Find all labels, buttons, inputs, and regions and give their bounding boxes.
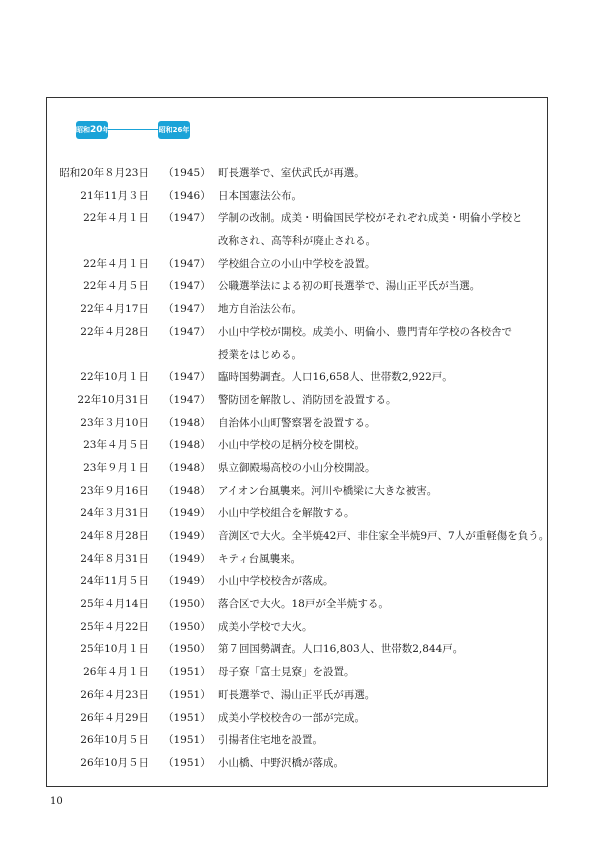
entry-year: （1951） — [163, 756, 211, 769]
entry-year: （1951） — [163, 711, 211, 724]
timeline-entry — [0, 548, 595, 571]
entry-year: （1949） — [163, 575, 211, 588]
timeline-entry — [0, 525, 595, 548]
entry-text: 第７回国勢調査。人口16,803人、世帯数2,844戸。 — [218, 643, 464, 656]
entry-text: 町長選挙で、室伏武氏が再選。 — [218, 167, 365, 179]
entry-text: 日本国憲法公布。 — [218, 189, 302, 202]
timeline-entry — [0, 366, 595, 389]
entry-year: （1950） — [163, 620, 211, 633]
timeline-entry — [0, 707, 595, 730]
timeline-entry — [0, 729, 595, 752]
entry-text: 改称され、高等科が廃止される。 — [218, 235, 377, 248]
entry-text: 県立御殿場高校の小山分校開設。 — [218, 461, 376, 474]
entry-text: 小山中学校が開校。成美小、明倫小、豊門青年学校の各校舎で — [218, 325, 512, 338]
timeline-entry — [0, 185, 595, 208]
era-end-badge: 昭和26年 — [158, 121, 190, 139]
entry-text: キティ台風襲来。 — [218, 552, 302, 565]
entry-text: 自治体小山町警察署を設置する。 — [218, 416, 376, 429]
entry-year: （1951） — [163, 688, 211, 701]
era-start-badge: 昭和20年 — [76, 121, 108, 139]
timeline — [0, 162, 595, 775]
timeline-entry — [0, 502, 595, 525]
entry-text: 音渕区で大火。全半焼42戸、非住家全半焼9戸、7人が重軽傷を負う。 — [218, 530, 550, 543]
entry-date: 26年４月１日 — [83, 666, 149, 679]
entry-text: 母子寮「富士見寮」を設置。 — [218, 666, 355, 679]
entry-date: 25年４月14日 — [80, 598, 149, 611]
era-range-line — [108, 129, 158, 130]
timeline-entry — [0, 275, 595, 298]
entry-text: 小山橋、中野沢橋が落成。 — [218, 756, 344, 769]
timeline-entry — [0, 638, 595, 661]
entry-year: （1947） — [163, 280, 211, 293]
entry-date: 24年８月31日 — [80, 552, 149, 565]
entry-date: 25年10月１日 — [80, 643, 149, 656]
entry-year: （1951） — [163, 666, 211, 679]
entry-text: 小山中学校の足柄分校を開校。 — [218, 439, 365, 452]
entry-text: 臨時国勢調査。人口16,658人、世帯数2,922戸。 — [218, 371, 453, 384]
entry-text: 学制の改制。成美・明倫国民学校がそれぞれ成美・明倫小学校と — [218, 212, 523, 225]
entry-year: （1948） — [163, 461, 211, 474]
entry-text: 町長選挙で、湯山正平氏が再選。 — [218, 688, 376, 701]
entry-date: 25年４月22日 — [80, 620, 149, 633]
timeline-entry — [0, 434, 595, 457]
entry-year: （1951） — [163, 734, 211, 747]
entry-text: 落合区で大火。18戸が全半焼する。 — [218, 598, 389, 611]
entry-year: （1947） — [163, 212, 211, 225]
timeline-entry — [0, 684, 595, 707]
entry-text: 地方自治法公布。 — [218, 303, 302, 316]
entry-text: 成美小学校校舎の一部が完成。 — [218, 711, 365, 724]
timeline-entry — [0, 389, 595, 412]
entry-year: （1945） — [163, 167, 211, 179]
entry-date: 24年11月５日 — [80, 575, 149, 588]
timeline-entry — [0, 480, 595, 503]
timeline-entry — [0, 661, 595, 684]
timeline-entry — [0, 570, 595, 593]
timeline-entry — [0, 412, 595, 435]
entry-text: 学校組合立の小山中学校を設置。 — [218, 257, 376, 270]
page-number: 10 — [50, 796, 63, 807]
timeline-entry — [0, 593, 595, 616]
entry-date: 昭和20年８月23日 — [59, 167, 149, 179]
entry-text: 引揚者住宅地を設置。 — [218, 734, 323, 747]
entry-year: （1950） — [163, 643, 211, 656]
entry-year: （1948） — [163, 484, 211, 497]
entry-date: 23年３月10日 — [80, 416, 149, 429]
entry-date: 26年10月５日 — [80, 756, 149, 769]
entry-year: （1948） — [163, 416, 211, 429]
entry-date: 24年８月28日 — [80, 530, 149, 543]
entry-date: 26年10月５日 — [80, 734, 149, 747]
entry-year: （1949） — [163, 507, 211, 520]
entry-text: 小山中学校組合を解散する。 — [218, 507, 355, 520]
entry-date: 22年４月５日 — [83, 280, 149, 293]
timeline-entry — [0, 253, 595, 276]
entry-year: （1949） — [163, 530, 211, 543]
entry-date: 24年３月31日 — [80, 507, 149, 520]
entry-date: 22年４月１日 — [83, 257, 149, 270]
entry-date: 22年10月31日 — [77, 393, 149, 406]
entry-date: 22年４月28日 — [80, 325, 149, 338]
entry-date: 22年４月１日 — [83, 212, 149, 225]
entry-year: （1947） — [163, 303, 211, 316]
entry-text: アイオン台風襲来。河川や橋梁に大きな被害。 — [218, 484, 438, 497]
entry-year: （1947） — [163, 257, 211, 270]
entry-text: 警防団を解散し、消防団を設置する。 — [218, 393, 397, 406]
entry-date: 26年４月23日 — [80, 688, 149, 701]
timeline-entry — [0, 457, 595, 480]
timeline-entry — [0, 752, 595, 775]
entry-text: 小山中学校校舎が落成。 — [218, 575, 334, 588]
entry-year: （1950） — [163, 598, 211, 611]
entry-text: 公職選挙法による初の町長選挙で、湯山正平氏が当選。 — [218, 280, 481, 293]
entry-year: （1946） — [163, 189, 211, 202]
entry-year: （1948） — [163, 439, 211, 452]
timeline-entry — [0, 616, 595, 639]
entry-date: 22年４月17日 — [80, 303, 149, 316]
timeline-entry — [0, 321, 595, 366]
entry-date: 23年９月１日 — [83, 461, 149, 474]
entry-date: 23年４月５日 — [83, 439, 149, 452]
entry-text: 授業をはじめる。 — [218, 348, 302, 361]
entry-text: 成美小学校で大火。 — [218, 620, 313, 633]
entry-year: （1949） — [163, 552, 211, 565]
entry-date: 23年９月16日 — [80, 484, 149, 497]
timeline-entry — [0, 162, 595, 185]
timeline-entry — [0, 207, 595, 252]
entry-date: 26年４月29日 — [80, 711, 149, 724]
entry-date: 22年10月１日 — [80, 371, 149, 384]
entry-year: （1947） — [163, 325, 211, 338]
entry-date: 21年11月３日 — [80, 189, 149, 202]
timeline-entry — [0, 298, 595, 321]
entry-year: （1947） — [163, 371, 211, 384]
entry-year: （1947） — [163, 393, 211, 406]
